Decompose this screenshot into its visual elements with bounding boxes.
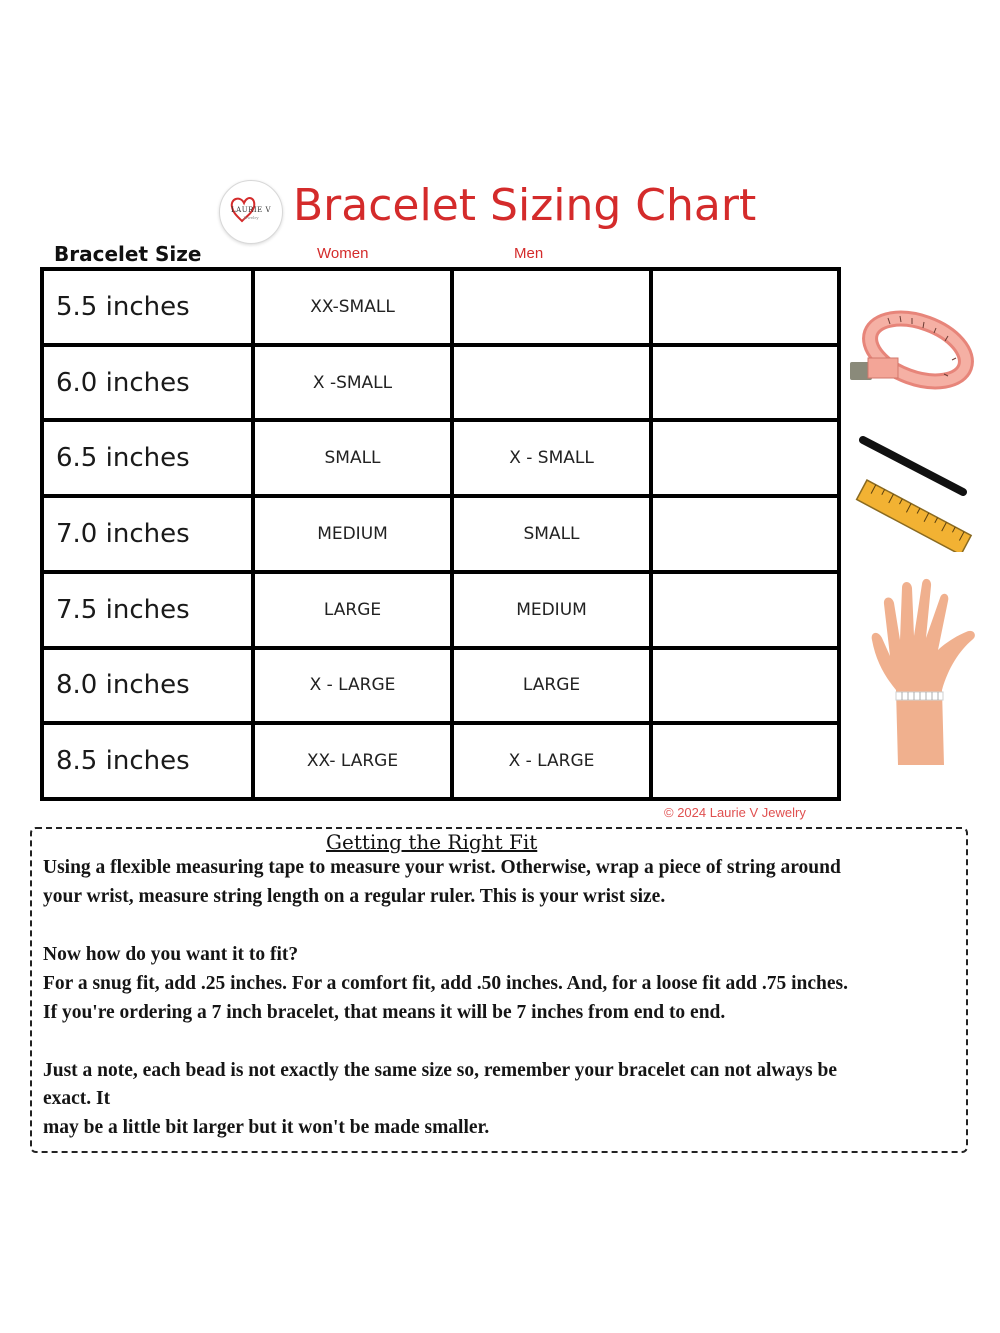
measuring-tape-icon bbox=[848, 298, 974, 403]
logo-text: LAURIE V bbox=[230, 206, 272, 214]
sizing-table bbox=[40, 267, 841, 801]
fit-text-line: Just a note, each bead is not exactly the same size so, remember your bracelet can not always be bbox=[43, 1060, 837, 1081]
empty-cell bbox=[651, 420, 839, 496]
size-cell: 5.5 inches bbox=[42, 269, 253, 345]
table-row bbox=[42, 572, 839, 648]
empty-cell bbox=[651, 648, 839, 724]
table-row bbox=[42, 345, 839, 421]
fit-text-line: exact. It bbox=[43, 1088, 111, 1109]
column-header-men: Men bbox=[514, 245, 544, 262]
fit-text-line: For a snug fit, add .25 inches. For a comfort fit, add .50 inches. And, for a loose fit add .75 inches. bbox=[43, 973, 848, 994]
women-size-cell: XX-SMALL bbox=[253, 269, 452, 345]
table-row bbox=[42, 723, 839, 799]
men-size-cell: X - SMALL bbox=[452, 420, 651, 496]
size-cell: 7.5 inches bbox=[42, 572, 253, 648]
size-cell: 6.0 inches bbox=[42, 345, 253, 421]
men-size-cell bbox=[452, 345, 651, 421]
fit-text-line: Now how do you want it to fit? bbox=[43, 944, 299, 965]
empty-cell bbox=[651, 572, 839, 648]
men-size-cell: SMALL bbox=[452, 496, 651, 572]
women-size-cell: XX- LARGE bbox=[253, 723, 452, 799]
size-cell: 6.5 inches bbox=[42, 420, 253, 496]
column-header-size: Bracelet Size bbox=[54, 242, 202, 266]
men-size-cell: LARGE bbox=[452, 648, 651, 724]
table-row bbox=[42, 269, 839, 345]
logo-subtext: Jewelry bbox=[243, 215, 259, 220]
women-size-cell: MEDIUM bbox=[253, 496, 452, 572]
copyright-text: © 2024 Laurie V Jewelry bbox=[664, 805, 806, 820]
fit-text-line: your wrist, measure string length on a regular ruler. This is your wrist size. bbox=[43, 886, 666, 907]
column-header-women: Women bbox=[317, 245, 369, 262]
hand-with-bracelet-icon bbox=[868, 570, 980, 765]
table-row bbox=[42, 648, 839, 724]
women-size-cell: LARGE bbox=[253, 572, 452, 648]
women-size-cell: X -SMALL bbox=[253, 345, 452, 421]
string-icon bbox=[863, 440, 963, 492]
size-cell: 7.0 inches bbox=[42, 496, 253, 572]
fit-text-line: If you're ordering a 7 inch bracelet, that means it will be 7 inches from end to end. bbox=[43, 1002, 726, 1023]
men-size-cell: MEDIUM bbox=[452, 572, 651, 648]
brand-logo bbox=[219, 180, 283, 244]
size-cell: 8.5 inches bbox=[42, 723, 253, 799]
empty-cell bbox=[651, 269, 839, 345]
size-cell: 8.0 inches bbox=[42, 648, 253, 724]
fit-text-line: may be a little bit larger but it won't be made smaller. bbox=[43, 1117, 490, 1138]
fit-text-line: Using a flexible measuring tape to measure your wrist. Otherwise, wrap a piece of string around bbox=[43, 857, 841, 878]
empty-cell bbox=[651, 345, 839, 421]
fit-title: Getting the Right Fit bbox=[326, 830, 538, 854]
page-title: Bracelet Sizing Chart bbox=[293, 180, 757, 231]
women-size-cell: SMALL bbox=[253, 420, 452, 496]
women-size-cell: X - LARGE bbox=[253, 648, 452, 724]
empty-cell bbox=[651, 723, 839, 799]
men-size-cell: X - LARGE bbox=[452, 723, 651, 799]
men-size-cell bbox=[452, 269, 651, 345]
string-and-ruler-icon bbox=[853, 432, 973, 552]
table-row bbox=[42, 420, 839, 496]
empty-cell bbox=[651, 496, 839, 572]
table-row bbox=[42, 496, 839, 572]
